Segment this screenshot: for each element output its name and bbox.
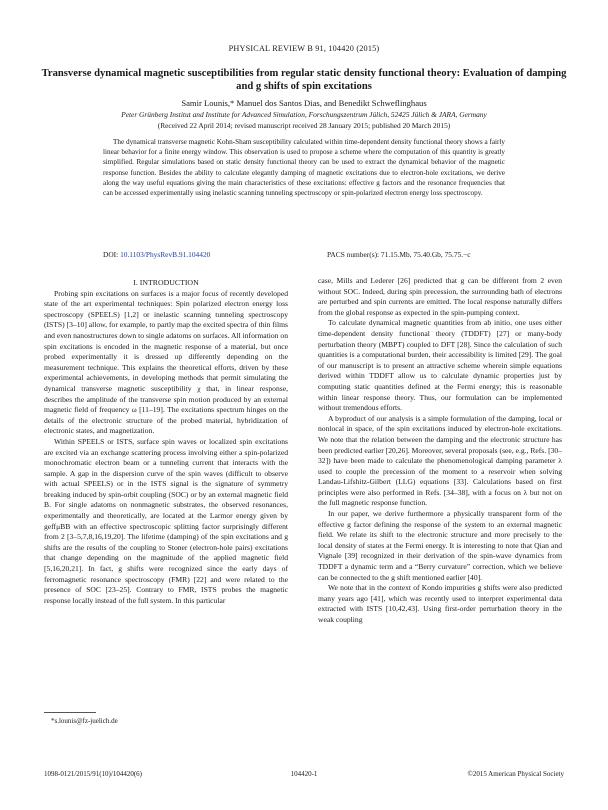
abstract: The dynamical transverse magnetic Kohn-Sham susceptibility calculated within time-dependent density functional theory shows a fairly linear behavior for a finite energy window. This observation is used to propose a scheme where the computation of this quantity is greatly simplified. Regular simulations based on static density functional theory can be used to extract the dynamical behavior of the magnetic response function. Besides the ability to calculate elegantly damping of magnetic excitations due to electron-hole excitations, we derive along the way useful equations giving the main characteristics of these excitations: effective g factors and the resonance frequencies that can be accessed experimentally using inelastic scanning tunneling spectroscopy or spin-polarized electron energy loss spectroscopy. — [103, 138, 506, 198]
right-column — [318, 276, 562, 626]
received-dates: (Received 22 April 2014; revised manuscript received 28 January 2015; published 20 March 2015) — [157, 121, 451, 130]
affiliation: Peter Grünberg Institut and Institute for Advanced Simulation, Forschungszentrum Jülich, 52425 Jülich & JARA, Germany — [121, 110, 487, 119]
footnote-email: *s.lounis@fz-juelich.de — [51, 717, 118, 725]
body-paragraph: Within SPEELS or ISTS, surface spin waves or localized spin excitations are excited via an exchange scattering process involving either a spin-polarized monochromatic electron beam or a tunneling current that interacts with the sample. A gap in the dispersion curve of the spin waves (difficult to observe with actual SPEELS) or in the ISTS signal is the signature of symmetry breaking induced by spin-orbit coupling (SOC) or by an external magnetic field B. For single adatoms on nonmagnetic substrates, the observed resonances, experimentally and theoretically, are located at the Larmor energy given by geffμBB with an effective spectroscopic splitting factor surprisingly different from 2 [3–5,7,8,16,19,20]. The lifetime (damping) of the spin excitations and g shifts are the results of the coupling to Stoner (electron-hole pairs) excitations that change depending on the magnitude of the applied magnetic field [5,16,20,21]. In fact, g shifts were recognized since the early days of ferromagnetic resonance spectroscopy (FMR) [22] and were related to the presence of SOC [23–25]. Contrary to FMR, ISTS probes the magnetic response locally instead of the full system. In this particular — [44, 436, 288, 605]
journal-header: PHYSICAL REVIEW B 91, 104420 (2015) — [228, 44, 380, 53]
page-number: 104420-1 — [290, 770, 318, 778]
paper-title: Transverse dynamical magnetic susceptibilities from regular static density functional theory: Evaluation of damping and g shifts of spin excitations — [41, 68, 567, 92]
body-paragraph: A byproduct of our analysis is a simple formulation of the damping, local or nonlocal in space, of the spin excitations induced by electron-hole excitations. We note that the relation between the damping and the electronic structure has been predicted earlier [20,26]. Moreover, several proposals (see, e.g., Refs. [30–32]) have been made to calculate the phenomenological damping parameter λ used to couple the precession of the moment to a reservoir when solving Landau-Lifshitz-Gilbert (LLG) equations [33]. Calculations based on first principles were also performed in Refs. [34–38], with a focus on λ but not on the full magnetic response function. — [318, 413, 562, 508]
pacs-numbers: PACS number(s): 71.15.Mb, 75.40.Gb, 75.75.−c — [327, 250, 471, 259]
footnote-divider — [44, 712, 96, 713]
doi-label: DOI: — [103, 250, 119, 259]
body-paragraph: In our paper, we derive furthermore a physically transparent form of the effective g factor defining the response of the system to an external magnetic field. We relate its shift to the electronic structure and more precisely to the local density of states at the Fermi energy. It is interesting to note that Qian and Vignale [39] recognized in their derivation of the spin-wave dynamics from TDDFT a dynamic term and a “Berry curvature” correction, which we believe can be connected to the g shift mentioned earlier [40]. — [318, 509, 562, 582]
author-list: Samir Lounis,* Manuel dos Santos Dias, and Benedikt Schweflinghaus — [181, 98, 427, 108]
body-paragraph: We note that in the context of Kondo impurities g shifts were also predicted many years ago [41], which was recently used to interpret experimental data extracted with ISTS [10,42,43]. Using first-order perturbation theory in the weak coupling — [318, 583, 562, 624]
body-paragraph: case, Mills and Lederer [26] predicted that g can be different from 2 even without SOC. Indeed, during spin precession, the surrounding bath of electrons are perturbed and spin currents are emitted. The local response naturally differs from the global response as expected in the spin-pumping context. — [318, 276, 562, 317]
doi-link[interactable]: 10.1103/PhysRevB.91.104420 — [120, 250, 211, 259]
footer-issn: 1098-0121/2015/91(10)/104420(6) — [44, 770, 142, 778]
doi-line — [103, 250, 210, 259]
body-paragraph: Probing spin excitations on surfaces is a major focus of recently developed state of the art experimental techniques: Spin polarized electron energy loss spectroscopy (SPEELS) [1,2] or inelastic scanning tunneling spectroscopy (ISTS) [3–10] allow, for example, to partly map the excited spectra of thin films and even nanostructures down to single adatoms on surfaces. All information on spin excitations is encoded in the magnetic response of a material, but once probed experimentally it is dressed up differently depending on the measurement technique. This explains the theoretical efforts, driven by these experimental achievements, in developing methods that permit simulating the dynamical transverse magnetic susceptibility χ that, in linear response, describes the amplitude of the transverse spin motion produced by an external magnetic field of frequency ω [11–19]. The excitations spectrum hinges on the details of the electronic structure of the probed material, hybridization of electronic states, and magnetization. — [44, 288, 288, 436]
body-paragraph: To calculate dynamical magnetic quantities from ab initio, one uses either time-dependent density functional theory (TDDFT) [27] or many-body perturbation theory (MBPT) coupled to DFT [28]. Since the calculation of such quantities is a computational burden, their accessibility is limited [29]. The goal of our manuscript is to present an attractive scheme wherein simple equations derived within TDDFT allow us to calculate dynamic properties just by computing static quantities defined at the Fermi energy; this is reasonable within linear response theory. Thus, our formulation can be implemented without tremendous efforts. — [318, 318, 562, 413]
copyright: ©2015 American Physical Society — [467, 770, 564, 778]
section-heading: I. INTRODUCTION — [133, 278, 199, 287]
left-column — [44, 278, 288, 606]
